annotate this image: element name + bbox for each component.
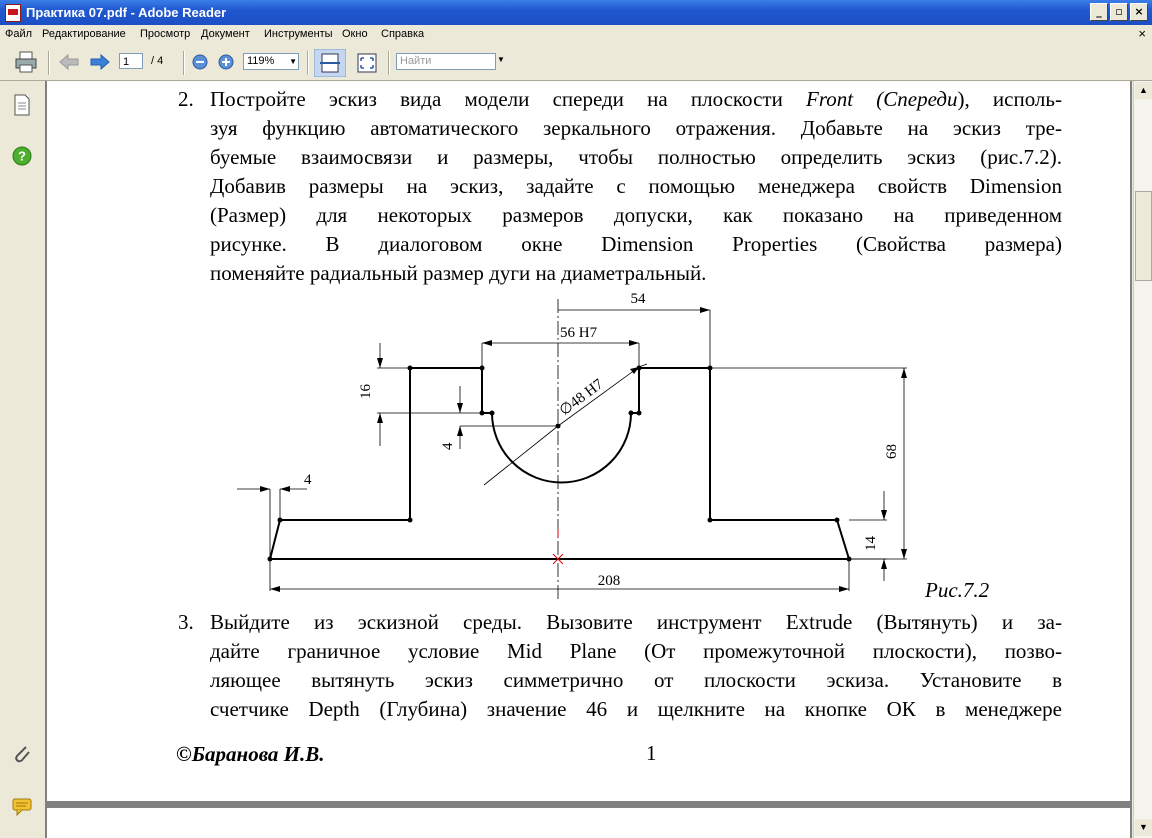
menu-document[interactable]: Документ: [201, 28, 250, 40]
menu-window[interactable]: Окно: [342, 28, 368, 40]
pages-icon[interactable]: [12, 94, 32, 116]
scroll-thumb[interactable]: [1135, 191, 1152, 281]
navigation-panel: [0, 81, 45, 838]
dim-4: 4: [440, 442, 456, 450]
zoom-in-icon[interactable]: [218, 54, 234, 70]
sketch-outline: [270, 368, 849, 559]
previous-page-icon[interactable]: [58, 53, 80, 71]
item-2-line-6: рисунке. В диалоговом окне Dimension Properties (Свойства размера): [210, 232, 1062, 256]
item-3-line-1: Выйдите из эскизной среды. Вызовите инструмент Extrude (Вытянуть) и за-: [210, 610, 1062, 634]
vertical-scrollbar[interactable]: [1133, 81, 1152, 838]
print-icon[interactable]: [14, 51, 38, 73]
item-3-line-2: дайте граничное условие Mid Plane (От промежуточной плоскости), позво-: [210, 639, 1062, 663]
find-input[interactable]: Найти: [396, 53, 496, 70]
figure-caption: Рис.7.2: [925, 578, 990, 602]
menu-help[interactable]: Справка: [381, 28, 425, 40]
item-2-line-4: Добавив размеры на эскиз, задайте с помощью менеджера свойств Dimension: [210, 174, 1062, 198]
svg-text:?: ?: [18, 148, 26, 164]
window-controls: [1090, 3, 1148, 21]
sketch-drawing: [47, 81, 1130, 611]
dim-48-h7: ∅48 H7: [556, 376, 607, 420]
scroll-down-icon[interactable]: ▼: [1135, 819, 1152, 836]
pdf-page: [47, 81, 1130, 801]
menu-edit[interactable]: Редактирование: [42, 28, 126, 40]
fit-page-icon[interactable]: [355, 52, 379, 74]
item-3-line-4: счетчике Depth (Глубина) значение 46 и щелкните на кнопке ОК в менеджере: [210, 697, 1062, 721]
footer-page-number: 1: [646, 741, 657, 765]
dim-208: 208: [597, 573, 621, 589]
dim-54: 54: [630, 291, 646, 307]
sketch-points: [268, 366, 852, 562]
attachments-icon[interactable]: [11, 743, 33, 765]
dim-56-h7: 56 H7: [560, 325, 598, 341]
item-2-line-3: буемые взаимосвязи и размеры, чтобы полностью определить эскиз (рис.7.2).: [210, 145, 1062, 169]
item-2-line-5: (Размер) для некоторых размеров допуски, как показано на приведенном: [210, 203, 1062, 227]
dim-68: 68: [884, 444, 900, 459]
minimize-button[interactable]: _: [1090, 3, 1108, 21]
dim-14: 14: [863, 536, 879, 551]
item-2-number: 2.: [178, 87, 194, 111]
pdf-next-page: [47, 808, 1130, 838]
item-3-line-3: ляющее вытянуть эскиз симметрично от плоскости эскиза. Установите в: [210, 668, 1062, 692]
zoom-level-select[interactable]: 119% ▼: [243, 53, 299, 70]
item-2-line-7: поменяйте радиальный размер дуги на диаметральный.: [210, 261, 707, 285]
comments-icon[interactable]: [11, 797, 35, 817]
item-2-line-1: Постройте эскиз вида модели спереди на плоскости Front (Спереди), исполь-: [210, 87, 1062, 111]
menu-bar: [0, 25, 1152, 45]
toolbar: [0, 45, 1152, 81]
next-page-icon[interactable]: [89, 53, 111, 71]
restore-button[interactable]: ▫: [1110, 3, 1128, 21]
dim-4-left: 4: [304, 472, 312, 488]
item-2-line-2: зуя функцию автоматического зеркального отражения. Добавьте на эскиз тре-: [210, 116, 1062, 140]
fit-width-icon[interactable]: [314, 49, 346, 77]
close-button[interactable]: ×: [1130, 3, 1148, 21]
window-title: Практика 07.pdf - Adobe Reader: [26, 5, 227, 20]
help-icon[interactable]: [12, 146, 32, 166]
item-3-number: 3.: [178, 610, 194, 634]
page-count: / 4: [151, 55, 164, 67]
footer-author: ©Баранова И.В.: [176, 742, 325, 766]
menu-tools[interactable]: Инструменты: [264, 28, 333, 40]
zoom-out-icon[interactable]: [192, 54, 208, 70]
document-viewport[interactable]: [45, 81, 1132, 838]
menu-view[interactable]: Просмотр: [140, 28, 191, 40]
pdf-app-icon: [5, 4, 21, 22]
dim-16: 16: [358, 384, 374, 399]
title-bar: [0, 0, 1152, 25]
find-options-chevron-icon[interactable]: ▼: [497, 55, 505, 64]
menu-file[interactable]: Файл: [5, 28, 33, 40]
scroll-up-icon[interactable]: ▲: [1135, 82, 1152, 99]
document-close-icon[interactable]: ×: [1138, 26, 1146, 41]
page-number-input[interactable]: 1: [119, 53, 143, 69]
